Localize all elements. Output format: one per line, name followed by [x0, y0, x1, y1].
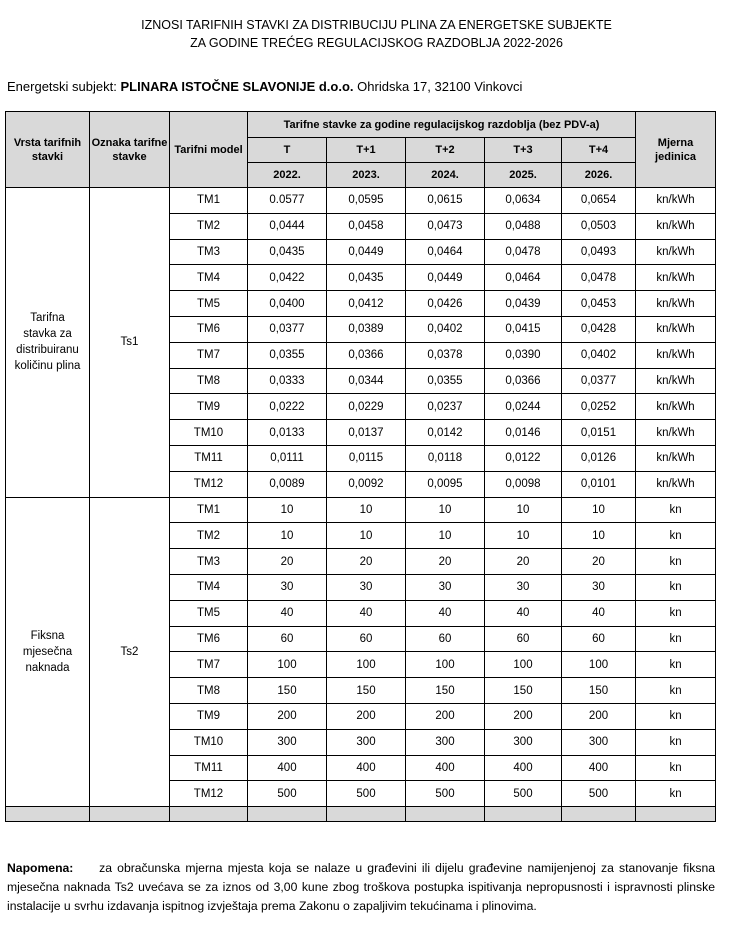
value-cell: 0,0366	[485, 368, 562, 394]
value-cell: 300	[485, 729, 562, 755]
model-cell: TM5	[170, 600, 248, 626]
value-cell: 0,0412	[327, 291, 406, 317]
value-cell: 0,0444	[248, 213, 327, 239]
unit-cell: kn/kWh	[636, 213, 716, 239]
tariff-type-cell: Tarifna stavka za distribuiranu količinu plina	[6, 188, 90, 498]
unit-cell: kn	[636, 652, 716, 678]
unit-cell: kn/kWh	[636, 394, 716, 420]
note	[7, 859, 715, 916]
value-cell: 0,0428	[562, 316, 636, 342]
unit-cell: kn	[636, 626, 716, 652]
value-cell: 0,0333	[248, 368, 327, 394]
value-cell: 0,0115	[327, 445, 406, 471]
value-cell: 0,0378	[406, 342, 485, 368]
header-group: Tarifne stavke za godine regulacijskog razdoblja (bez PDV-a)	[248, 112, 636, 138]
value-cell: 0,0377	[562, 368, 636, 394]
model-cell: TM9	[170, 394, 248, 420]
value-cell: 0,0654	[562, 188, 636, 214]
tariff-code-cell: Ts2	[90, 497, 170, 807]
title-line-1: IZNOSI TARIFNIH STAVKI ZA DISTRIBUCIJU PLINA ZA ENERGETSKE SUBJEKTE	[141, 18, 612, 32]
unit-cell: kn/kWh	[636, 291, 716, 317]
value-cell: 0,0449	[327, 239, 406, 265]
subject-name: PLINARA ISTOČNE SLAVONIJE d.o.o.	[120, 79, 354, 94]
value-cell: 10	[562, 523, 636, 549]
value-cell: 10	[562, 497, 636, 523]
value-cell: 0,0111	[248, 445, 327, 471]
value-cell: 60	[562, 626, 636, 652]
unit-cell: kn	[636, 781, 716, 807]
filler-cell	[562, 807, 636, 822]
value-cell: 0,0089	[248, 471, 327, 497]
model-cell: TM8	[170, 678, 248, 704]
value-cell: 0,0389	[327, 316, 406, 342]
header-year: 2023.	[327, 163, 406, 188]
value-cell: 500	[562, 781, 636, 807]
value-cell: 0,0458	[327, 213, 406, 239]
value-cell: 0,0092	[327, 471, 406, 497]
value-cell: 0,0435	[327, 265, 406, 291]
value-cell: 10	[327, 497, 406, 523]
value-cell: 0,0390	[485, 342, 562, 368]
value-cell: 0,0478	[562, 265, 636, 291]
value-cell: 0,0473	[406, 213, 485, 239]
filler-cell	[485, 807, 562, 822]
value-cell: 0,0426	[406, 291, 485, 317]
header-vrsta: Vrsta tarifnih stavki	[6, 112, 90, 188]
filler-cell	[327, 807, 406, 822]
header-year: 2024.	[406, 163, 485, 188]
header-period: T+4	[562, 138, 636, 163]
header-oznaka: Oznaka tarifne stavke	[90, 112, 170, 188]
value-cell: 30	[485, 574, 562, 600]
value-cell: 300	[327, 729, 406, 755]
energy-subject	[7, 79, 522, 94]
value-cell: 0,0422	[248, 265, 327, 291]
value-cell: 500	[248, 781, 327, 807]
title-line-2: ZA GODINE TREĆEG REGULACIJSKOG RAZDOBLJA 2022-2026	[190, 36, 563, 50]
model-cell: TM2	[170, 523, 248, 549]
value-cell: 60	[248, 626, 327, 652]
unit-cell: kn	[636, 574, 716, 600]
filler-cell	[6, 807, 90, 822]
value-cell: 40	[562, 600, 636, 626]
value-cell: 300	[562, 729, 636, 755]
model-cell: TM12	[170, 781, 248, 807]
header-model: Tarifni model	[170, 112, 248, 188]
model-cell: TM4	[170, 574, 248, 600]
model-cell: TM3	[170, 239, 248, 265]
value-cell: 0,0133	[248, 420, 327, 446]
tariff-table-body	[6, 188, 716, 822]
value-cell: 0,0615	[406, 188, 485, 214]
model-cell: TM7	[170, 652, 248, 678]
value-cell: 10	[485, 497, 562, 523]
filler-cell	[248, 807, 327, 822]
header-year: 2026.	[562, 163, 636, 188]
subject-address: Ohridska 17, 32100 Vinkovci	[357, 79, 523, 94]
value-cell: 100	[248, 652, 327, 678]
value-cell: 150	[248, 678, 327, 704]
header-period: T	[248, 138, 327, 163]
note-text: za obračunska mjerna mjesta koja se nalaze u građevini ili dijelu građevine namijenjenoj za stanovanje fiksna mjesečna naknada Ts2 uvećava se za iznos od 3,00 kune zbog troškova postupka ispitivanja nepropusnosti i ispravnosti plinske instalacije u svrhu izdavanja ispitnog izvještaja prema Zakonu o zapaljivim tekućinama i plinovima.	[7, 861, 715, 913]
unit-cell: kn/kWh	[636, 239, 716, 265]
value-cell: 0,0439	[485, 291, 562, 317]
table-row	[6, 188, 716, 214]
unit-cell: kn	[636, 549, 716, 575]
model-cell: TM1	[170, 497, 248, 523]
model-cell: TM11	[170, 755, 248, 781]
unit-cell: kn/kWh	[636, 368, 716, 394]
filler-cell	[170, 807, 248, 822]
subject-label: Energetski subjekt:	[7, 79, 117, 94]
unit-cell: kn/kWh	[636, 445, 716, 471]
value-cell: 0,0355	[406, 368, 485, 394]
unit-cell: kn/kWh	[636, 471, 716, 497]
model-cell: TM3	[170, 549, 248, 575]
unit-cell: kn	[636, 497, 716, 523]
value-cell: 400	[406, 755, 485, 781]
tariff-code-cell: Ts1	[90, 188, 170, 498]
value-cell: 20	[248, 549, 327, 575]
model-cell: TM2	[170, 213, 248, 239]
unit-cell: kn/kWh	[636, 265, 716, 291]
unit-cell: kn	[636, 523, 716, 549]
value-cell: 0,0415	[485, 316, 562, 342]
model-cell: TM1	[170, 188, 248, 214]
value-cell: 0,0435	[248, 239, 327, 265]
value-cell: 100	[562, 652, 636, 678]
model-cell: TM4	[170, 265, 248, 291]
value-cell: 0,0237	[406, 394, 485, 420]
value-cell: 0,0146	[485, 420, 562, 446]
value-cell: 200	[562, 703, 636, 729]
value-cell: 100	[406, 652, 485, 678]
unit-cell: kn/kWh	[636, 342, 716, 368]
value-cell: 0,0503	[562, 213, 636, 239]
value-cell: 60	[406, 626, 485, 652]
model-cell: TM9	[170, 703, 248, 729]
value-cell: 20	[485, 549, 562, 575]
value-cell: 0,0453	[562, 291, 636, 317]
value-cell: 0,0122	[485, 445, 562, 471]
value-cell: 40	[248, 600, 327, 626]
value-cell: 0,0400	[248, 291, 327, 317]
value-cell: 100	[327, 652, 406, 678]
value-cell: 30	[248, 574, 327, 600]
value-cell: 60	[485, 626, 562, 652]
value-cell: 0,0101	[562, 471, 636, 497]
value-cell: 0,0137	[327, 420, 406, 446]
value-cell: 400	[485, 755, 562, 781]
header-period: T+1	[327, 138, 406, 163]
tariff-table	[5, 111, 716, 822]
value-cell: 150	[562, 678, 636, 704]
value-cell: 40	[327, 600, 406, 626]
value-cell: 0,0142	[406, 420, 485, 446]
value-cell: 500	[485, 781, 562, 807]
value-cell: 0,0098	[485, 471, 562, 497]
header-period: T+3	[485, 138, 562, 163]
value-cell: 0,0402	[406, 316, 485, 342]
filler-row	[6, 807, 716, 822]
value-cell: 500	[406, 781, 485, 807]
value-cell: 0,0126	[562, 445, 636, 471]
value-cell: 0,0222	[248, 394, 327, 420]
model-cell: TM11	[170, 445, 248, 471]
value-cell: 40	[406, 600, 485, 626]
value-cell: 0,0118	[406, 445, 485, 471]
filler-cell	[406, 807, 485, 822]
value-cell: 20	[562, 549, 636, 575]
header-year: 2025.	[485, 163, 562, 188]
unit-cell: kn/kWh	[636, 316, 716, 342]
value-cell: 150	[327, 678, 406, 704]
value-cell: 10	[406, 497, 485, 523]
model-cell: TM10	[170, 420, 248, 446]
value-cell: 30	[562, 574, 636, 600]
filler-cell	[90, 807, 170, 822]
header-period: T+2	[406, 138, 485, 163]
value-cell: 200	[327, 703, 406, 729]
value-cell: 0,0464	[406, 239, 485, 265]
value-cell: 0,0095	[406, 471, 485, 497]
value-cell: 20	[406, 549, 485, 575]
value-cell: 400	[248, 755, 327, 781]
value-cell: 0,0355	[248, 342, 327, 368]
value-cell: 400	[327, 755, 406, 781]
value-cell: 300	[248, 729, 327, 755]
header-year: 2022.	[248, 163, 327, 188]
tariff-type-cell: Fiksna mjesečna naknada	[6, 497, 90, 807]
value-cell: 200	[248, 703, 327, 729]
value-cell: 500	[327, 781, 406, 807]
model-cell: TM5	[170, 291, 248, 317]
value-cell: 0,0252	[562, 394, 636, 420]
value-cell: 150	[485, 678, 562, 704]
value-cell: 150	[406, 678, 485, 704]
unit-cell: kn/kWh	[636, 188, 716, 214]
value-cell: 30	[406, 574, 485, 600]
value-cell: 0,0464	[485, 265, 562, 291]
value-cell: 0,0377	[248, 316, 327, 342]
value-cell: 400	[562, 755, 636, 781]
value-cell: 10	[327, 523, 406, 549]
value-cell: 40	[485, 600, 562, 626]
value-cell: 0,0366	[327, 342, 406, 368]
unit-cell: kn	[636, 678, 716, 704]
value-cell: 60	[327, 626, 406, 652]
note-label: Napomena:	[7, 861, 74, 875]
model-cell: TM12	[170, 471, 248, 497]
model-cell: TM6	[170, 316, 248, 342]
value-cell: 300	[406, 729, 485, 755]
model-cell: TM8	[170, 368, 248, 394]
value-cell: 0,0478	[485, 239, 562, 265]
unit-cell: kn	[636, 703, 716, 729]
value-cell: 0.0577	[248, 188, 327, 214]
document-title	[0, 16, 753, 52]
value-cell: 0,0402	[562, 342, 636, 368]
value-cell: 0,0493	[562, 239, 636, 265]
value-cell: 0,0449	[406, 265, 485, 291]
table-row	[6, 497, 716, 523]
value-cell: 0,0634	[485, 188, 562, 214]
value-cell: 0,0344	[327, 368, 406, 394]
value-cell: 0,0488	[485, 213, 562, 239]
value-cell: 10	[248, 523, 327, 549]
model-cell: TM7	[170, 342, 248, 368]
unit-cell: kn	[636, 600, 716, 626]
model-cell: TM10	[170, 729, 248, 755]
value-cell: 100	[485, 652, 562, 678]
value-cell: 10	[406, 523, 485, 549]
unit-cell: kn/kWh	[636, 420, 716, 446]
value-cell: 10	[485, 523, 562, 549]
unit-cell: kn	[636, 755, 716, 781]
filler-cell	[636, 807, 716, 822]
value-cell: 0,0151	[562, 420, 636, 446]
value-cell: 0,0244	[485, 394, 562, 420]
value-cell: 200	[406, 703, 485, 729]
model-cell: TM6	[170, 626, 248, 652]
value-cell: 200	[485, 703, 562, 729]
unit-cell: kn	[636, 729, 716, 755]
value-cell: 0,0595	[327, 188, 406, 214]
value-cell: 20	[327, 549, 406, 575]
value-cell: 10	[248, 497, 327, 523]
value-cell: 0,0229	[327, 394, 406, 420]
value-cell: 30	[327, 574, 406, 600]
header-unit: Mjerna jedinica	[636, 112, 716, 188]
